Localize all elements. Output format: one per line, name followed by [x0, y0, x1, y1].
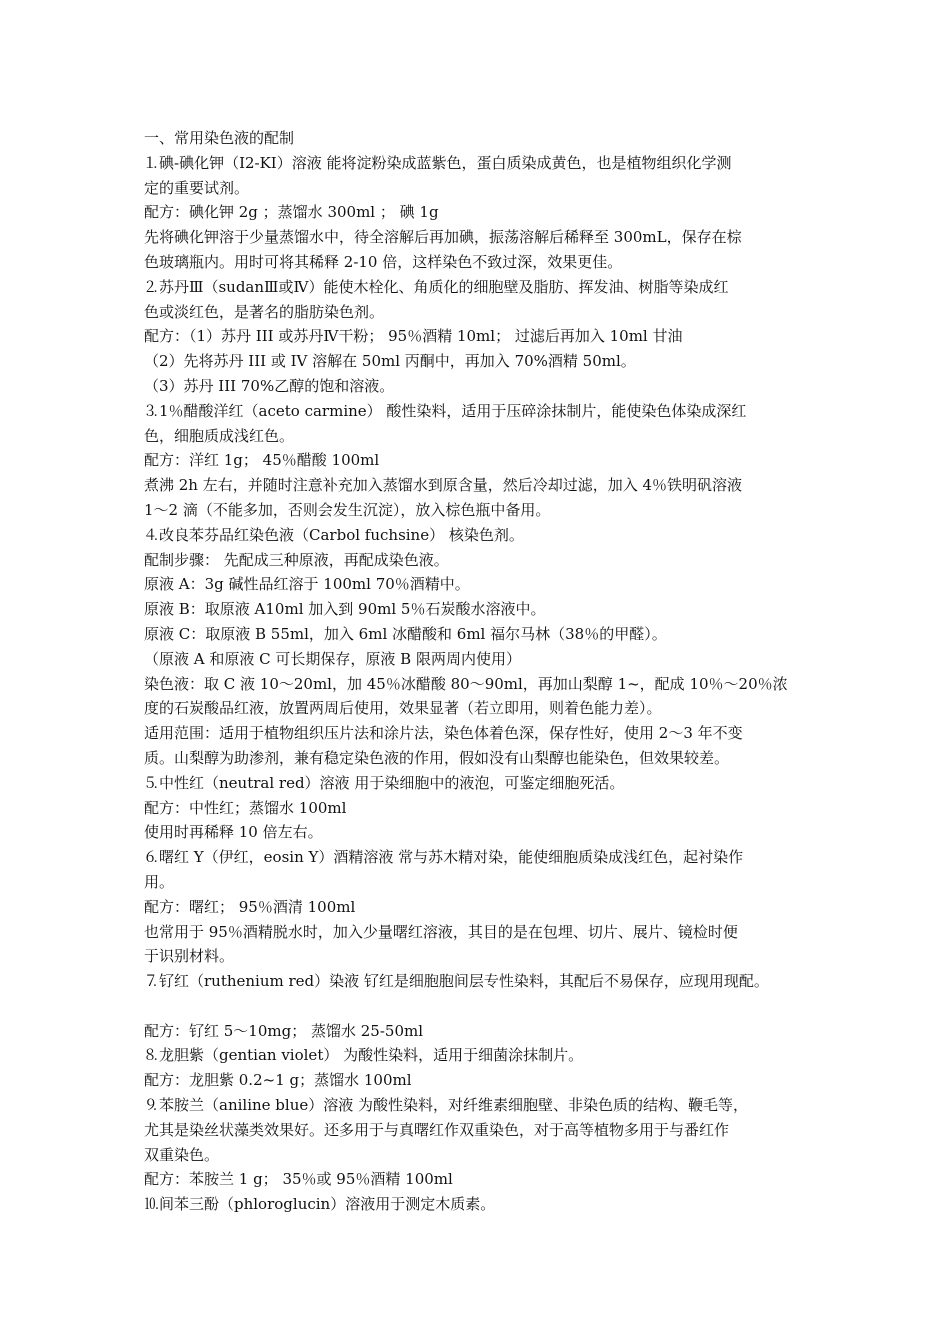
text-line: ⒉苏丹Ⅲ（sudanⅢ或Ⅳ）能使木栓化、角质化的细胞壁及脂肪、挥发油、树脂等染成红 [144, 277, 729, 296]
text-line: 尤其是染丝状藻类效果好。还多用于与真曙红作双重染色，对于高等植物多用于与番红作 [144, 1120, 730, 1139]
text-line: ⒌中性红（neutral red）溶液 用于染细胞中的液泡，可鉴定细胞死活。 [144, 773, 625, 792]
text-line: ⒈碘-碘化钾（I2-KI）溶液 能将淀粉染成蓝紫色，蛋白质染成黄色，也是植物组织化学测 [144, 153, 732, 172]
text-line: ⒎钌红（ruthenium red）染液 钌红是细胞胞间层专性染料，其配后不易保存，应现用现配。 [144, 972, 769, 991]
text-line: 原液 C：取原液 B 55ml，加入 6ml 冰醋酸和 6ml 福尔马林（38％的甲醛）。 [144, 624, 667, 643]
text-line: 原液 A：3g 碱性品红溶于 100ml 70％酒精中。 [144, 575, 470, 594]
text-line: ⒋改良苯芬品红染色液（Carbol fuchsine） 核染色剂。 [144, 525, 524, 544]
text-line: 用。 [144, 872, 175, 891]
text-line: 色或淡红色，是著名的脂肪染色剂。 [144, 302, 385, 321]
text-line: 配制步骤： 先配成三种原液，再配成染色液。 [144, 550, 449, 569]
blank-line [144, 994, 834, 1019]
text-line: 色玻璃瓶内。用时可将其稀释 2-10 倍，这样染色不致过深，效果更佳。 [144, 252, 623, 271]
text-line: 使用时再稀释 10 倍左右。 [144, 823, 323, 842]
text-line: 配方：（1）苏丹 III 或苏丹Ⅳ干粉； 95％酒精 10ml； 过滤后再加入 10ml 甘油 [144, 327, 683, 346]
text-line: （2）先将苏丹 III 或 IV 溶解在 50ml 丙酮中，再加入 70%酒精 50ml。 [144, 352, 636, 371]
text-line: （3）苏丹 III 70%乙醇的饱和溶液。 [144, 376, 395, 395]
text-line: ⒍曙红 Y（伊红，eosin Y）酒精溶液 常与苏木精对染，能使细胞质染成浅红色，起衬染作 [144, 848, 744, 867]
text-line: 于识别材料。 [144, 947, 235, 966]
text-line: 配方：碘化钾 2g ；蒸馏水 300ml ； 碘 1g [144, 203, 439, 222]
text-line: 配方：钌红 5～10mg； 蒸馏水 25-50ml [144, 1021, 424, 1040]
text-line: 先将碘化钾溶于少量蒸馏水中，待全溶解后再加碘，振荡溶解后稀释至 300mL，保存在棕 [144, 228, 742, 247]
text-line: （原液 A 和原液 C 可长期保存，原液 B 限两周内使用） [144, 649, 521, 668]
text-line: 配方：龙胆紫 0.2~1 g；蒸馏水 100ml [144, 1071, 412, 1090]
text-line: 配方：洋红 1g； 45％醋酸 100ml [144, 451, 380, 470]
text-line: 一、常用染色液的配制 [144, 129, 295, 147]
text-line: 配方：曙红； 95％酒清 100ml [144, 897, 356, 916]
text-line: 煮沸 2h 左右，并随时注意补充加入蒸馏水到原含量，然后冷却过滤，加入 4％铁明矾溶液 [144, 476, 743, 495]
text-line: 双重染色。 [144, 1145, 220, 1164]
text-line: 也常用于 95％酒精脱水时，加入少量曙红溶液，其目的是在包埋、切片、展片、镜检时便 [144, 922, 738, 941]
text-line: 度的石炭酸品红液，放置两周后使用，效果显著（若立即用，则着色能力差）。 [144, 699, 662, 718]
text-line: ⒐苯胺兰（aniline blue）溶液 为酸性染料，对纤维素细胞壁、非染色质的结构、鞭毛等， [144, 1096, 749, 1115]
text-line: 适用范围：适用于植物组织压片法和涂片法，染色体着色深，保存性好，使用 2～3 年不变 [144, 724, 743, 743]
text-line: 定的重要试剂。 [144, 178, 250, 197]
text-line: 色，细胞质成浅红色。 [144, 426, 295, 445]
text-line: 1～2 滴（不能多加，否则会发生沉淀），放入棕色瓶中备用。 [144, 500, 551, 519]
text-line: 原液 B：取原液 A10ml 加入到 90ml 5％石炭酸水溶液中。 [144, 600, 546, 619]
text-line: ⒊1％醋酸洋红（aceto carmine） 酸性染料，适用于压碎涂抹制片，能使染色体染成深红 [144, 401, 747, 420]
text-line: 染色液：取 C 液 10～20ml，加 45％冰醋酸 80～90ml，再加山梨醇 1~，配成 10％～20％浓 [144, 674, 788, 693]
document-page [144, 126, 834, 1217]
text-line: 配方：中性红；蒸馏水 100ml [144, 798, 347, 817]
text-line: 质。山梨醇为助渗剂，兼有稳定染色液的作用，假如没有山梨醇也能染色，但效果较差。 [144, 748, 730, 767]
text-line: ⒑间苯三酚（phloroglucin）溶液用于测定木质素。 [144, 1195, 496, 1214]
text-line: ⒏龙胆紫（gentian violet） 为酸性染料，适用于细菌涂抹制片。 [144, 1046, 584, 1065]
text-line: 配方：苯胺兰 1 g； 35％或 95％酒精 100ml [144, 1170, 453, 1189]
